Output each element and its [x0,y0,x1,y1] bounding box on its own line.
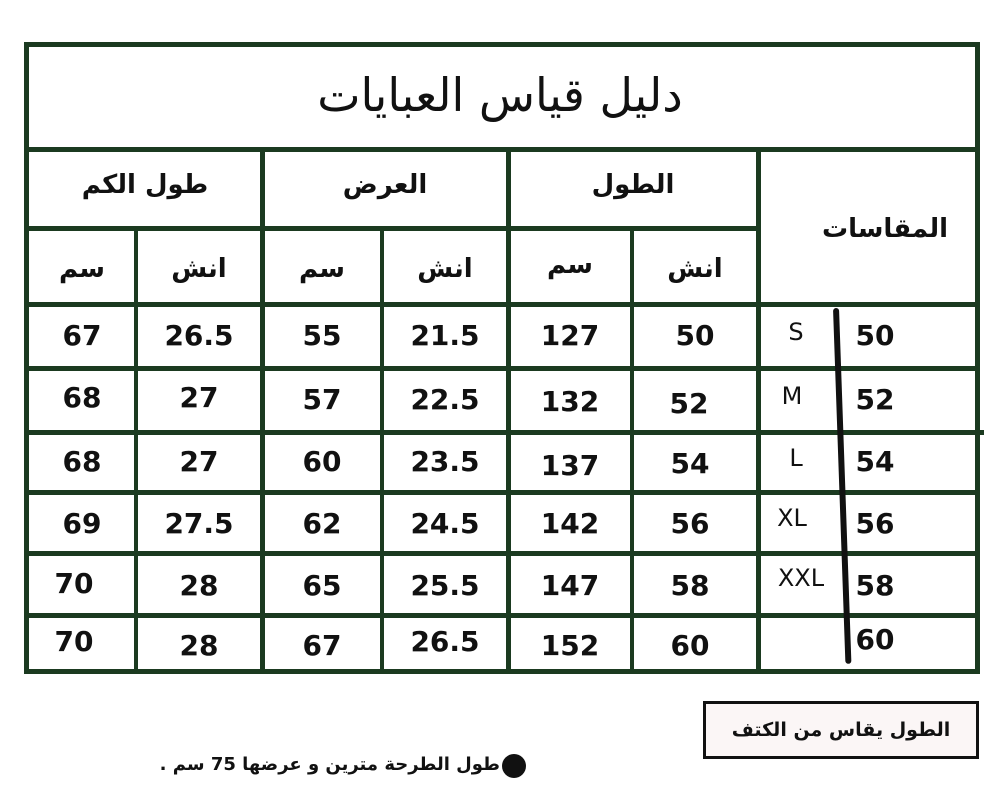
size-number: 58 [855,569,895,602]
header-sizes: المقاسات [821,214,949,244]
sleeve-cm-value: 70 [54,567,94,600]
size-number: 52 [855,383,895,416]
sleeve-cm-value: 70 [54,625,94,658]
width-inch-value: 21.5 [410,319,480,352]
length-inch-value: 54 [670,447,710,480]
length-inch-value: 50 [675,319,715,352]
length-cm-value: 152 [540,629,600,662]
size-label: XXL [777,564,825,592]
bullet-icon [502,754,526,778]
length-cm-value: 127 [540,319,600,352]
size-label: M [781,382,803,410]
width-cm-value: 67 [302,629,342,662]
width-cm-value: 60 [302,445,342,478]
header-sleeve: طول الكم [81,170,209,200]
size-label: S [788,318,804,346]
size-number: 50 [855,319,895,352]
length-cm-value: 137 [540,449,600,482]
length-cm-value: 147 [540,569,600,602]
length-cm-value: 142 [540,507,600,540]
sleeve-cm-value: 68 [62,381,102,414]
sleeve-inch-value: 27 [179,381,219,414]
sleeve-inch-value: 27 [179,445,219,478]
sleeve-inch-value: 28 [179,629,219,662]
width-cm-value: 62 [302,507,342,540]
header-width: العرض [342,170,428,200]
width-inch-value: 26.5 [410,625,480,658]
length-inch-value: 58 [670,569,710,602]
unit-cm: سم [547,250,593,280]
width-inch-value: 22.5 [410,383,480,416]
size-number: 56 [855,507,895,540]
size-number: 60 [855,623,895,656]
width-cm-value: 55 [302,319,342,352]
width-inch-value: 25.5 [410,569,480,602]
size-number: 54 [855,445,895,478]
sleeve-inch-value: 26.5 [164,319,234,352]
width-inch-value: 24.5 [410,507,480,540]
unit-cm: سم [299,254,345,284]
header-length: الطول [591,170,675,200]
unit-cm: سم [59,254,105,284]
sleeve-inch-value: 28 [179,569,219,602]
width-cm-value: 65 [302,569,342,602]
length-inch-value: 56 [670,507,710,540]
unit-inch: انش [417,254,473,284]
scarf-note: طول الطرحة مترين و عرضها 75 سم . [159,754,500,775]
width-inch-value: 23.5 [410,445,480,478]
unit-inch: انش [667,254,723,284]
size-label: XL [777,504,807,532]
width-cm-value: 57 [302,383,342,416]
length-inch-value: 52 [669,387,709,420]
sleeve-cm-value: 67 [62,319,102,352]
size-label: L [789,444,803,472]
sleeve-cm-value: 69 [62,507,102,540]
sleeve-cm-value: 68 [62,445,102,478]
divider-title [24,147,980,152]
sleeve-inch-value: 27.5 [164,507,234,540]
unit-inch: انش [171,254,227,284]
length-cm-value: 132 [540,385,600,418]
column-divider [756,147,761,674]
length-note-box: الطول يقاس من الكتف [703,701,979,759]
length-inch-value: 60 [670,629,710,662]
page-title: دليل قياس العبايات [317,68,683,122]
size-label [766,612,826,672]
